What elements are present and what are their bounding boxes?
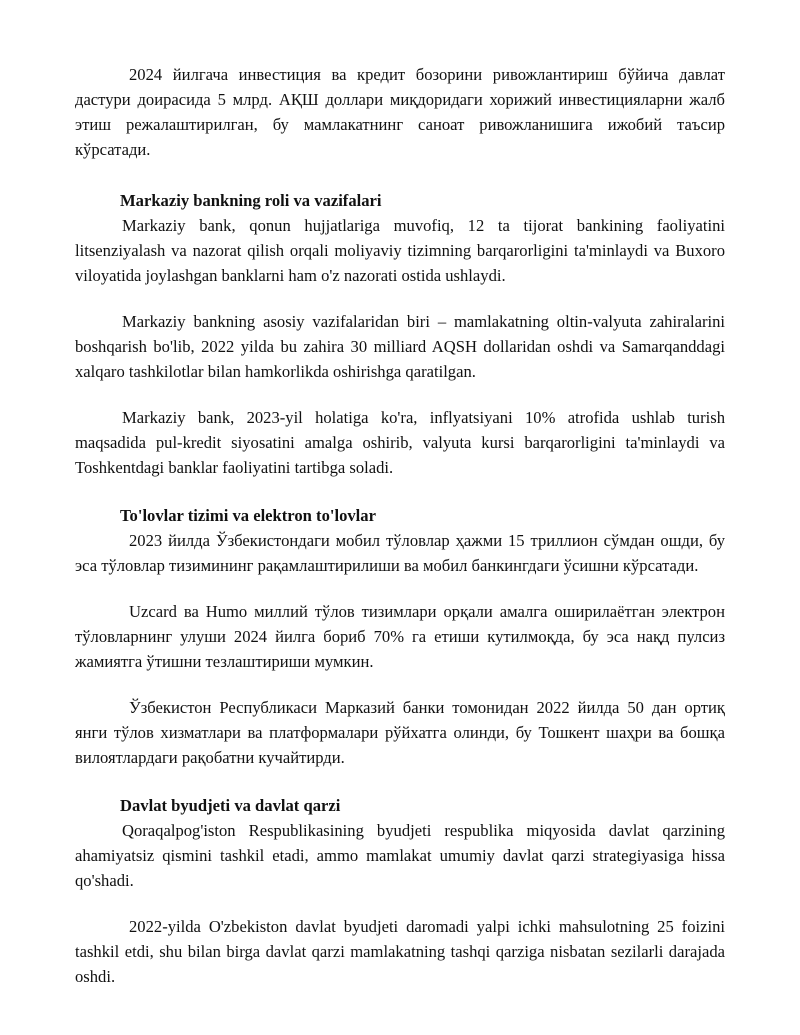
spacer (75, 893, 725, 914)
central-bank-paragraph-3: Markaziy bank, 2023-yil holatiga ko'ra, inflyatsiyani 10% atrofida ushlab turish maqsadida pul-kredit siyosatini amalga oshirib, valyuta kursi barqarorligini ta'minlaydi va Toshkentdagi banklar faoliyatini tartibga soladi. (75, 408, 725, 477)
central-bank-paragraph-2: Markaziy bankning asosiy vazifalaridan biri – mamlakatning oltin-valyuta zahiralarini boshqarish bo'lib, 2022 yilda bu zahira 30 milliard AQSH dollaridan oshdi va Samarqanddagi xalqaro tashkilotlar bilan hamkorlikda oshirishga qaratilgan. (75, 312, 725, 381)
spacer (75, 770, 725, 793)
payments-paragraph-3: Ўзбекистон Республикаси Марказий банки томонидан 2022 йилда 50 дан ортиқ янги тўлов хизматлари ва платформалари рўйхатга олинди, бу Тошкент шаҳри ва бошқа вилоятлардаги рақобатни кучайтирди. (75, 698, 725, 767)
section-heading-payments: To'lovlar tizimi va elektron to'lovlar (120, 506, 376, 525)
spacer (75, 674, 725, 695)
document-page (75, 62, 725, 989)
budget-paragraph-1: Qoraqalpog'iston Respublikasining byudjeti respublika miqyosida davlat qarzining ahamiyatsiz qismini tashkil etadi, ammo mamlakat umumiy davlat qarzi strategiyasiga hissa qo'shadi. (75, 821, 725, 890)
payments-paragraph-1: 2023 йилда Ўзбекистондаги мобил тўловлар ҳажми 15 триллион сўмдан ошди, бу эса тўловлар тизимининг рақамлаштирилиши ва мобил банкингдаги ўсишни кўрсатади. (75, 531, 725, 575)
central-bank-paragraph-1: Markaziy bank, qonun hujjatlariga muvofiq, 12 ta tijorat bankining faoliyatini litsenziyalash va nazorat qilish orqali moliyaviy tizimning barqarorligini ta'minlaydi va Buxoro viloyatida joylashgan banklarni ham o'z nazorati ostida ushlaydi. (75, 216, 725, 285)
section-heading-central-bank: Markaziy bankning roli va vazifalari (120, 191, 382, 210)
budget-paragraph-2: 2022-yilda O'zbekiston davlat byudjeti daromadi yalpi ichki mahsulotning 25 foizini tashkil etdi, shu bilan birga davlat qarzi mamlakatning tashqi qarziga nisbatan sezilarli darajada oshdi. (75, 917, 725, 986)
section-heading-budget: Davlat byudjeti va davlat qarzi (120, 796, 341, 815)
intro-paragraph: 2024 йилгача инвестиция ва кредит бозорини ривожлантириш бўйича давлат дастури доирасида 5 млрд. АҚШ доллари миқдоридаги хорижий инвестицияларни жалб этиш режалаштирилган, бу мамлакатнинг саноат ривожланишига ижобий таъсир кўрсатади. (75, 65, 725, 159)
spacer (75, 288, 725, 309)
spacer (75, 162, 725, 188)
spacer (75, 480, 725, 503)
payments-paragraph-2: Uzcard ва Humo миллий тўлов тизимлари орқали амалга оширилаётган электрон тўловларнинг улуши 2024 йилга бориб 70% га етиши кутилмоқда, бу эса нақд пулсиз жамиятга ўтишни тезлаштириши мумкин. (75, 602, 725, 671)
spacer (75, 384, 725, 405)
spacer (75, 578, 725, 599)
